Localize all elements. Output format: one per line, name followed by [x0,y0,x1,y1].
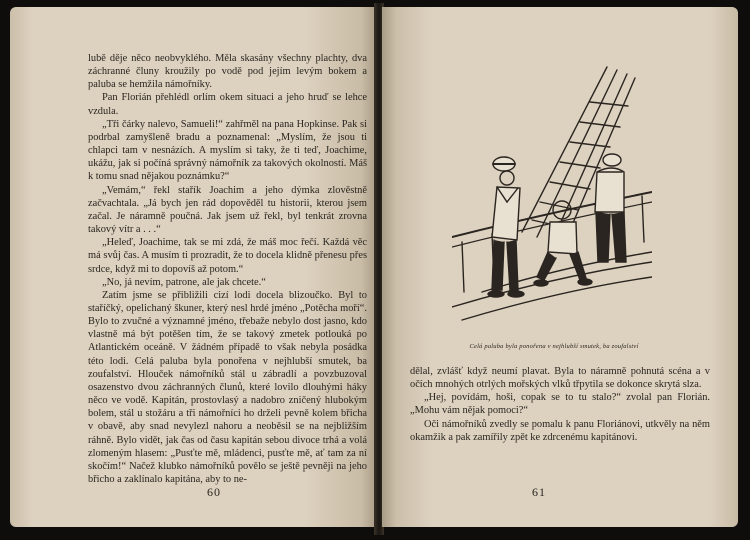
paragraph: dělal, zvlášť když neumí plavat. Byla to náramně pohnutá scéna a v očích mnohých otrlých mořských vlků třpytila se dokonce skrytá slza. [410,366,710,391]
paragraph: lubě děje něco neobvyklého. Měla skasány všechny plachty, dva záchranné čluny kroužily po vodě pod jejím levým bokem a paluba se hemžila námořníky. [88,53,367,91]
illustration-caption: Celá paluba byla ponořena v nejhlubší smutek, ba zoufalství [469,343,639,350]
open-book [6,3,744,535]
paragraph: Oči námořníků zvedly se pomalu k panu Floriánovi, utkvěly na něm okamžik a pak zamířily zpět ke zdrcenému kapitánovi. [410,418,710,443]
left-page [10,7,376,527]
right-page-text [410,365,710,444]
paragraph: Zatím jsme se přibližili cizí lodi docela blizoučko. Byl to staříčký, opelichaný škuner, který nesl hrdé jméno „Potěcha moří“. Bylo to zvučné a významné jméno, třebaže nebylo dost jasno, kdo vlastně má být potěšen tím, že se takový zmetek potlouká po Atlantickém oceáně. V žádném případě to však nebyla posádka této lodi. Celá paluba byla ponořena v nejhlubší smutek, ba zoufalství. Hlouček námořníků stál u zábradlí a povzbuzoval osazenstvo dvou záchranných člunů, které lovilo dlouhými háky něco ve vodě. Kapitán, prostovlasý a nadobro zničený hlubokým bolem, stál u stožáru a tři námořníci ho drželi pevně kolem břicha v obavě, aby snad nevylezl nahoru a neoběsil se na nejbližším ráhně. Bylo vidět, jak čas od času kapitán sebou divoce trhá a volá zlomeným hlasem: „Pusťte mě, mládenci, pusťte mě, ať tam za ní skočím!“ Načež klubko námořníků povělo se ještě pevněji na jeho břicho a zaklínalo kapitána, aby to ne- [88,289,367,485]
page-number: 60 [207,485,221,499]
paragraph: Pan Florián přehlédl orlím okem situaci a jeho hruď se lehce vzdula. [88,92,367,117]
left-page-text [88,52,367,486]
paragraph: „Hej, povídám, hoši, copak se to tu stalo?“ zvolal pan Florián. „Mohu vám nějak pomoci?“ [410,392,710,417]
paragraph: „Tři čárky nalevo, Samueli!“ zahřměl na pana Hopkinse. Pak si podrbal zamyšleně bradu a poznamenal: „Myslím, že jsou ti chlapci tam v nesnázích. A myslím si taky, že ti teď, Joachime, ukážu, jak si počíná správný námořník za takových okolností. Máš k tomu snad nějakou poznámku?“ [88,118,367,183]
right-page [382,7,738,527]
page-number: 61 [532,485,546,499]
sailors-illustration [452,62,652,322]
paragraph: „Heleď, Joachime, tak se mi zdá, že máš moc řečí. Každá věc má svůj čas. A musím ti prozradit, že to docela klidně přenesu přes srdce, když mi to dopovíš až potom.“ [88,237,367,275]
paragraph: „No, já nevím, patrone, ale jak chcete.“ [102,276,266,288]
paragraph: „Vemám,“ řekl stařík Joachim a jeho dýmka zlověstně začvachtala. „Já bych jen rád dopověděl tu historii, kterou jsem začal. Je náramně poučná. Jak jsem už řekl, byl tenkrát zrovna takový vítr a . . .“ [88,184,367,236]
